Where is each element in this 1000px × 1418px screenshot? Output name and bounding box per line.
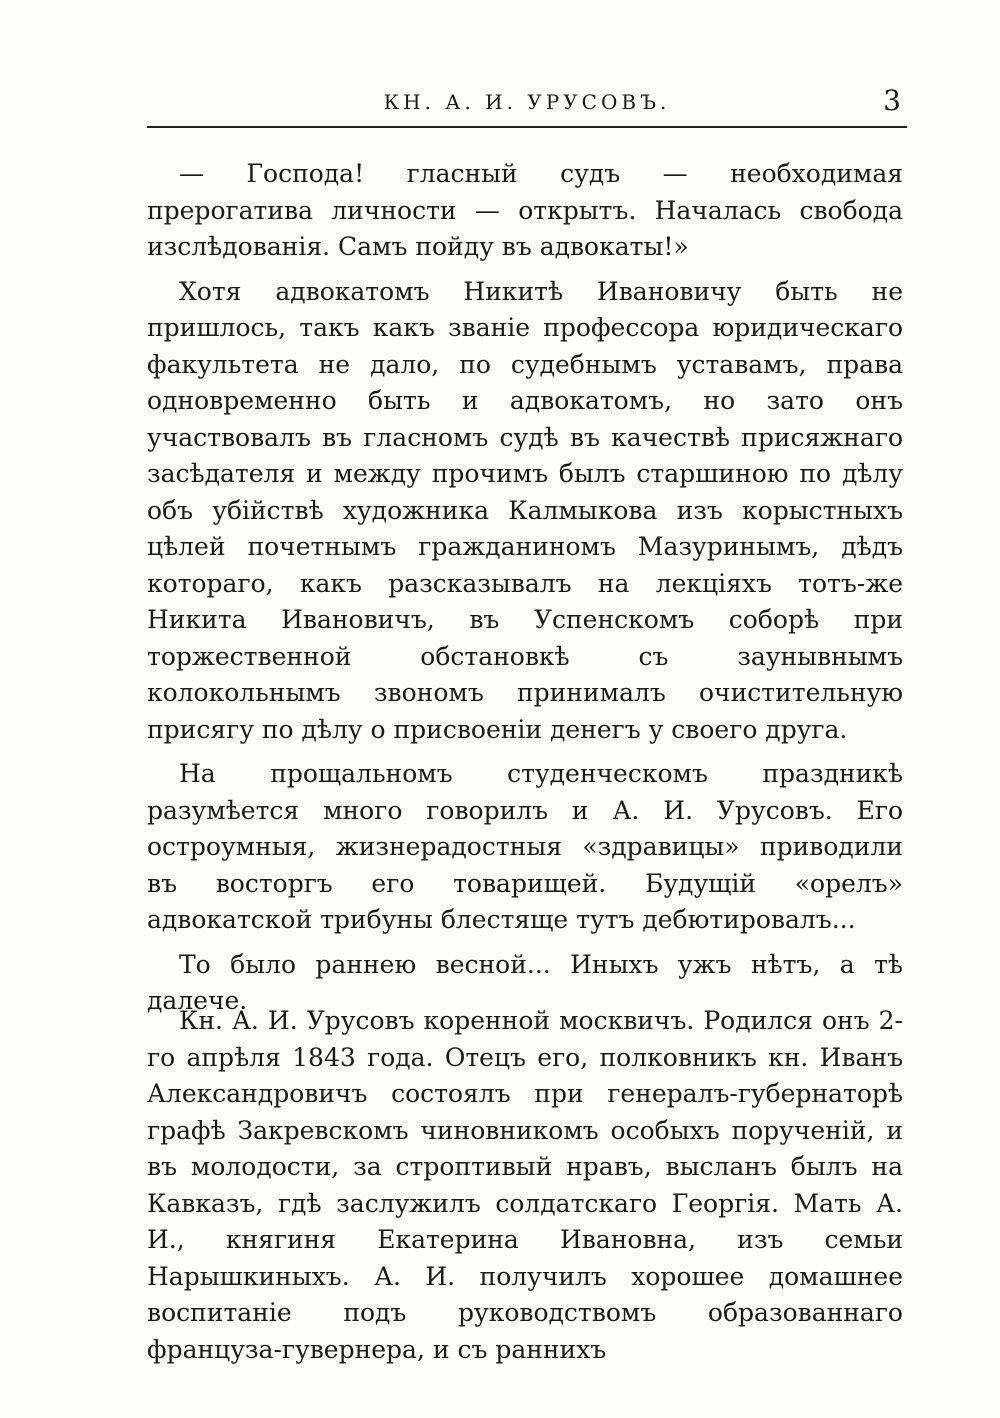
text-block-upper	[147, 156, 903, 1020]
paragraph: То было раннею весной... Иныхъ ужъ нѣтъ, а тѣ далече.	[147, 949, 903, 1015]
page-number: 3	[883, 84, 901, 117]
paragraph: — Господа! гласный судъ — необходимая прерогатива личности — открытъ. Началась свобода изслѣдованія. Самъ пойду въ адвокаты!»	[147, 159, 903, 261]
paragraph: Кн. А. И. Урусовъ коренной москвичъ. Родился онъ 2-го апрѣля 1843 года. Отецъ его, полковникъ кн. Иванъ Александровичъ состоялъ при генералъ-губернаторѣ графѣ Закревскомъ чиновникомъ особыхъ порученій, и въ молодости, за строптивый нравъ, высланъ былъ на Кавказъ, гдѣ заслужилъ солдатскаго Георгія. Мать А. И., княгиня Екатерина Ивановна, изъ семьи Нарышкиныхъ. А. И. получилъ хорошее домашнее воспитаніе подъ руководствомъ образованнаго француза-гувернера, и съ раннихъ	[147, 1006, 903, 1364]
header-rule	[147, 126, 907, 128]
paragraph: Хотя адвокатомъ Никитѣ Ивановичу быть не пришлось, такъ какъ званіе профессора юридическаго факультета не дало, по судебнымъ уставамъ, права одновременно быть и адвокатомъ, но зато онъ участвовалъ въ гласномъ судѣ въ качествѣ присяжнаго засѣдателя и между прочимъ былъ старшиною по дѣлу объ убійствѣ художника Калмыкова изъ корыстныхъ цѣлей почетнымъ гражданиномъ Мазуринымъ, дѣдъ котораго, какъ разсказывалъ на лекціяхъ тотъ-же Никита Ивановичъ, въ Успенскомъ соборѣ при торжественной обстановкѣ съ заунывнымъ колокольнымъ звономъ принималъ очистительную присягу по дѣлу о присвоеніи денегъ у своего друга.	[147, 276, 903, 744]
paragraph: На прощальномъ студенческомъ праздникѣ разумѣется много говорилъ и А. И. Урусовъ. Его остроумныя, жизнерадостныя «здравицы» приводили въ восторгъ его товарищей. Будущій «орелъ» адвокатской трибуны блестяще тутъ дебютировалъ...	[147, 759, 903, 934]
running-head: КН. А. И. УРУСОВЪ.	[383, 90, 671, 114]
page-header	[147, 84, 907, 124]
text-block-lower	[147, 1003, 903, 1368]
